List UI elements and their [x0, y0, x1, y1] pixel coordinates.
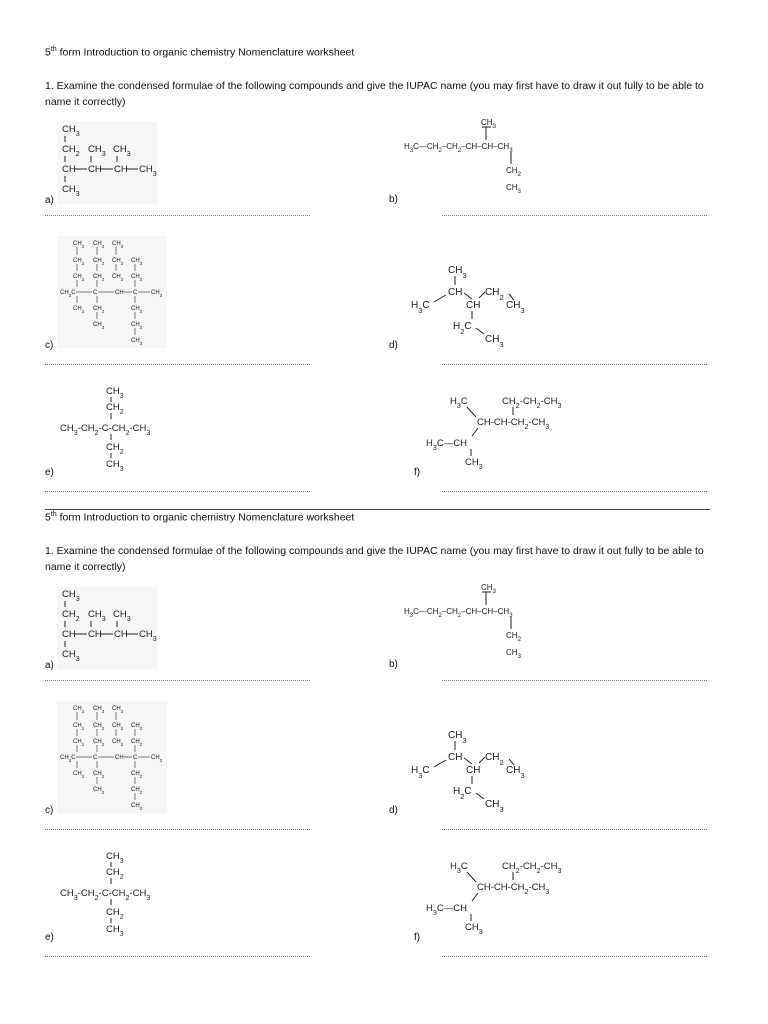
structure-text: $H_3C$	[450, 396, 468, 410]
structure-text: C	[93, 755, 98, 761]
structure-text: $CH_3$	[139, 629, 157, 643]
structure-text: $CH_3$	[113, 609, 131, 623]
structure-text: $CH-CH-CH_2-CH_3$	[477, 882, 550, 896]
structure-text: $CH_3$	[62, 184, 80, 198]
structure-text: $CH_3$	[106, 924, 124, 938]
structure-text: $CH_3$	[73, 706, 85, 714]
structure-text: $CH_2$	[106, 907, 124, 921]
structure-text: $CH_3$	[506, 648, 521, 660]
label-c: c)	[45, 340, 54, 351]
structure-text: $CH_2$	[93, 771, 105, 779]
structure-text: $CH_3$	[151, 755, 163, 763]
structure-text: $CH_2$	[112, 723, 124, 731]
structure-text: C	[133, 290, 138, 296]
structure-text: $CH_3$	[131, 338, 143, 346]
answer-line-e	[45, 956, 310, 957]
structure-text: C	[93, 290, 98, 296]
structure-text: $CH_3$	[93, 787, 105, 795]
structure-text: CH	[62, 629, 76, 640]
structure-c	[57, 701, 177, 816]
structure-text: $CH_3$	[481, 118, 496, 130]
structure-text: $CH_3$	[113, 144, 131, 158]
answer-line-a	[45, 215, 310, 216]
structure-text: CH	[88, 629, 102, 640]
label-d: d)	[389, 340, 398, 351]
structure-text: $CH_2$	[485, 752, 504, 767]
structure-e	[58, 848, 188, 943]
structure-text: $CH_2$	[131, 739, 143, 747]
structure-f	[424, 393, 594, 478]
structure-text: $CH_2$	[93, 306, 105, 314]
structure-text: $CH_3$	[62, 649, 80, 663]
structure-text: $CH_3$	[106, 386, 124, 400]
structure-text: $CH_2$	[131, 322, 143, 330]
structure-text: CH	[115, 755, 124, 761]
label-c: c)	[45, 805, 54, 816]
structure-text: $CH_2$	[93, 274, 105, 282]
structure-text: $CH_3C$	[60, 755, 76, 763]
label-a: a)	[45, 195, 54, 206]
structure-text: $CH_3$	[106, 851, 124, 865]
structure-text: $CH_3$	[465, 922, 483, 936]
label-e: e)	[45, 932, 54, 943]
structure-text: CH	[466, 300, 481, 311]
structure-text: CH	[88, 164, 102, 175]
structure-text: $CH_3$	[131, 723, 143, 731]
label-d: d)	[389, 805, 398, 816]
structure-text: $CH_2$	[106, 867, 124, 881]
structure-text: $CH_2-CH_2-CH_3$	[502, 396, 562, 410]
structure-text: $CH_3$	[448, 265, 467, 280]
structure-text: $CH_2$	[93, 723, 105, 731]
structure-d	[408, 262, 548, 352]
answer-line-c	[45, 364, 310, 365]
question-1: 1. Examine the condensed formulae of the following compounds and give the IUPAC name (you may first have to draw it out fully to be able to name it correctly)	[45, 80, 704, 108]
answer-line-e	[45, 491, 310, 492]
structure-text: C	[133, 755, 138, 761]
structure-text: CH	[466, 765, 481, 776]
structure-text: $CH_2$	[73, 723, 85, 731]
structure-text: $CH_3$	[485, 334, 504, 349]
structure-text: $CH_3$	[62, 589, 80, 603]
structure-d	[408, 727, 548, 817]
structure-text: $CH_2$	[93, 739, 105, 747]
structure-text: CH	[115, 290, 124, 296]
structure-text: $CH_3-CH_2-C-CH_2-CH_3$	[60, 888, 151, 902]
structure-text: $CH_2$	[112, 274, 124, 282]
structure-text: $CH_3C$	[60, 290, 76, 298]
structure-text: $H_2C$	[453, 786, 472, 801]
structure-text: $CH_3$	[506, 765, 525, 780]
structure-f	[424, 858, 594, 943]
structure-text: $CH_3$	[106, 459, 124, 473]
structure-text: $CH_3$	[93, 322, 105, 330]
label-b: b)	[389, 659, 398, 670]
answer-line-b	[442, 680, 707, 681]
answer-line-d	[442, 364, 707, 365]
answer-line-c	[45, 829, 310, 830]
answer-line-b	[442, 215, 707, 216]
answer-line-f	[442, 956, 707, 957]
structure-text: $CH_2$	[73, 739, 85, 747]
structure-text: $CH_3$	[448, 730, 467, 745]
structure-text: $CH_3$	[465, 457, 483, 471]
answer-line-d	[442, 829, 707, 830]
structure-text: $CH_3$	[62, 124, 80, 138]
structure-text: $CH_3$	[481, 583, 496, 595]
structure-text: $CH_3$	[151, 290, 163, 298]
structure-text: $CH_3$	[88, 609, 106, 623]
structure-text: $CH_2$	[112, 258, 124, 266]
structure-text: $CH_3-CH_2-C-CH_2-CH_3$	[60, 423, 151, 437]
structure-text: CH	[62, 164, 76, 175]
label-a: a)	[45, 660, 54, 671]
structure-b	[404, 581, 574, 671]
structure-text: $CH_3$	[73, 771, 85, 779]
structure-b	[404, 116, 574, 206]
structure-text: $H_2C$	[453, 321, 472, 336]
structure-text: $CH_2$	[131, 787, 143, 795]
structure-text: $H_3C—CH$	[426, 903, 467, 917]
structure-text: $CH_2$	[73, 258, 85, 266]
label-b: b)	[389, 194, 398, 205]
worksheet-title: 5th form Introduction to organic chemistry Nomenclature worksheet	[45, 46, 355, 59]
structure-text: $CH_3$	[93, 706, 105, 714]
structure-text: $CH_3$	[112, 706, 124, 714]
structure-e	[58, 383, 188, 478]
structure-text: $CH_3$	[112, 241, 124, 249]
structure-text: $CH_3$	[506, 183, 521, 195]
label-e: e)	[45, 467, 54, 478]
label-f: f)	[414, 467, 421, 478]
structure-text: $CH_3$	[506, 300, 525, 315]
structure-text: CH	[448, 287, 463, 298]
structure-text: $CH_2$	[506, 166, 521, 178]
structure-c	[57, 236, 177, 351]
structure-text: $CH_2$	[106, 442, 124, 456]
structure-text: $CH_2$	[62, 609, 80, 623]
structure-text: $CH_2$	[131, 771, 143, 779]
structure-text: $CH_3$	[139, 164, 157, 178]
structure-text: $CH_2-CH_2-CH_3$	[502, 861, 562, 875]
structure-text: $CH_2$	[131, 274, 143, 282]
structure-text: CH	[114, 629, 128, 640]
structure-text: $H_3C$	[411, 765, 430, 780]
structure-text: CH	[114, 164, 128, 175]
structure-text: $CH_3$	[131, 258, 143, 266]
structure-text: $CH_3$	[131, 803, 143, 811]
structure-text: $CH_2$	[73, 274, 85, 282]
structure-text: CH	[448, 752, 463, 763]
structure-text: $H_3C—CH_2-CH_2-CH-CH-CH_3$	[404, 142, 513, 154]
answer-line-f	[442, 491, 707, 492]
structure-a	[57, 587, 167, 677]
question-1: 1. Examine the condensed formulae of the following compounds and give the IUPAC name (you may first have to draw it out fully to be able to name it correctly)	[45, 545, 704, 573]
structure-text: $CH_3$	[73, 306, 85, 314]
worksheet-copy-2	[0, 503, 768, 973]
structure-text: $CH_3$	[73, 241, 85, 249]
structure-text: $CH_2$	[106, 402, 124, 416]
structure-text: $CH_2$	[131, 306, 143, 314]
structure-text: $CH_3$	[88, 144, 106, 158]
structure-text: $CH_2$	[93, 258, 105, 266]
structure-text: $CH_2$	[62, 144, 80, 158]
structure-text: $H_3C—CH$	[426, 438, 467, 452]
structure-text: $CH-CH-CH_2-CH_3$	[477, 417, 550, 431]
label-f: f)	[414, 932, 421, 943]
structure-text: $H_3C—CH_2-CH_2-CH-CH-CH_3$	[404, 607, 513, 619]
structure-a	[57, 122, 167, 212]
structure-text: $H_3C$	[450, 861, 468, 875]
structure-text: $CH_2$	[485, 287, 504, 302]
structure-text: $H_3C$	[411, 300, 430, 315]
structure-text: $CH_3$	[485, 799, 504, 814]
structure-text: $CH_3$	[93, 241, 105, 249]
worksheet-title: 5th form Introduction to organic chemistry Nomenclature worksheet	[45, 511, 355, 524]
answer-line-a	[45, 680, 310, 681]
structure-text: $CH_2$	[112, 739, 124, 747]
structure-text: $CH_2$	[506, 631, 521, 643]
worksheet-copy-1	[0, 38, 768, 508]
